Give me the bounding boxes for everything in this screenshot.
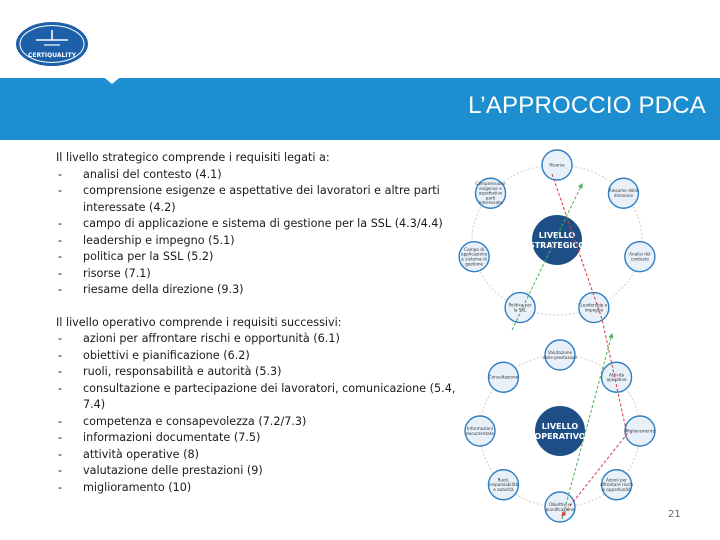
list-item: - politica per la SSL (5.2) <box>56 249 456 266</box>
page-number: 21 <box>668 509 681 520</box>
certiquality-logo <box>14 20 90 68</box>
strategic-node-label: Campo di applicazione e sistema di gestione <box>461 246 488 267</box>
body-text <box>56 150 456 496</box>
list-item: - riesame della direzione (9.3) <box>56 282 456 299</box>
list-item: - comprensione esigenze e aspettative dei lavoratori e altre parti interessate (4.2) <box>56 183 456 216</box>
list-item: - ruoli, responsabilità e autorità (5.3) <box>56 364 456 381</box>
operational-node-label: Obiettivi e pianificazione <box>545 502 575 512</box>
list-item: - obiettivi e pianificazione (6.2) <box>56 348 456 365</box>
operational-list <box>56 331 456 496</box>
operational-node-label: Azioni per affrontare rischi e opportunità <box>599 477 634 492</box>
list-item: - risorse (7.1) <box>56 266 456 283</box>
operational-node-label: Miglioramento <box>624 428 656 434</box>
strategic-intro: Il livello strategico comprende i requisiti legati a: <box>56 151 330 164</box>
list-item: - campo di applicazione e sistema di gestione per la SSL (4.3/4.4) <box>56 216 456 233</box>
header-area <box>0 0 720 82</box>
strategic-node-label: Leadership e impegno <box>580 302 608 313</box>
strategic-node-label: Risorse <box>549 162 565 168</box>
list-item: - azioni per affrontare rischi e opportunità (6.1) <box>56 331 456 348</box>
list-item: - valutazione delle prestazioni (9) <box>56 463 456 480</box>
operational-node-label: Informazioni documentate <box>466 426 494 436</box>
operational-center <box>534 405 586 457</box>
strategic-center <box>528 214 586 266</box>
strategic-node-label: Analisi del contesto <box>629 251 651 262</box>
operational-node-label: Consultazione <box>488 374 519 380</box>
operational-intro: Il livello operativo comprende i requisiti successivi: <box>56 315 342 329</box>
strategic-list <box>56 167 456 299</box>
strategic-node-label: Politica per la SSL <box>508 302 532 313</box>
strategic-node-label: Riesame della direzione <box>608 188 639 199</box>
slide-title: L’APPROCCIO PDCA <box>468 92 706 119</box>
operational-node-label: Ruoli, responsabilità e autorità <box>488 477 519 492</box>
operational-node-label: Valutazione delle prestazioni <box>542 350 578 360</box>
list-item: - attività operative (8) <box>56 447 456 464</box>
list-item: - informazioni documentate (7.5) <box>56 430 456 447</box>
list-item: - consultazione e partecipazione dei lavoratori, comunicazione (5.4, 7.4) <box>56 381 456 414</box>
strategic-node-label: Comprensione esigenze e aspettative parti interessate <box>475 181 506 206</box>
operational-center-label: LIVELLO OPERATIVO <box>534 422 586 441</box>
list-item: - miglioramento (10) <box>56 480 456 497</box>
logo-text: CERTIQUALITY <box>27 52 77 59</box>
pdca-diagram <box>452 144 678 526</box>
list-item: - leadership e impegno (5.1) <box>56 233 456 250</box>
band-notch <box>100 74 124 84</box>
operational-node-label: Attività operative <box>606 372 627 383</box>
list-item: - competenza e consapevolezza (7.2/7.3) <box>56 414 456 431</box>
list-item: - analisi del contesto (4.1) <box>56 167 456 184</box>
strategic-center-label: LIVELLO STRATEGICO <box>528 231 586 250</box>
